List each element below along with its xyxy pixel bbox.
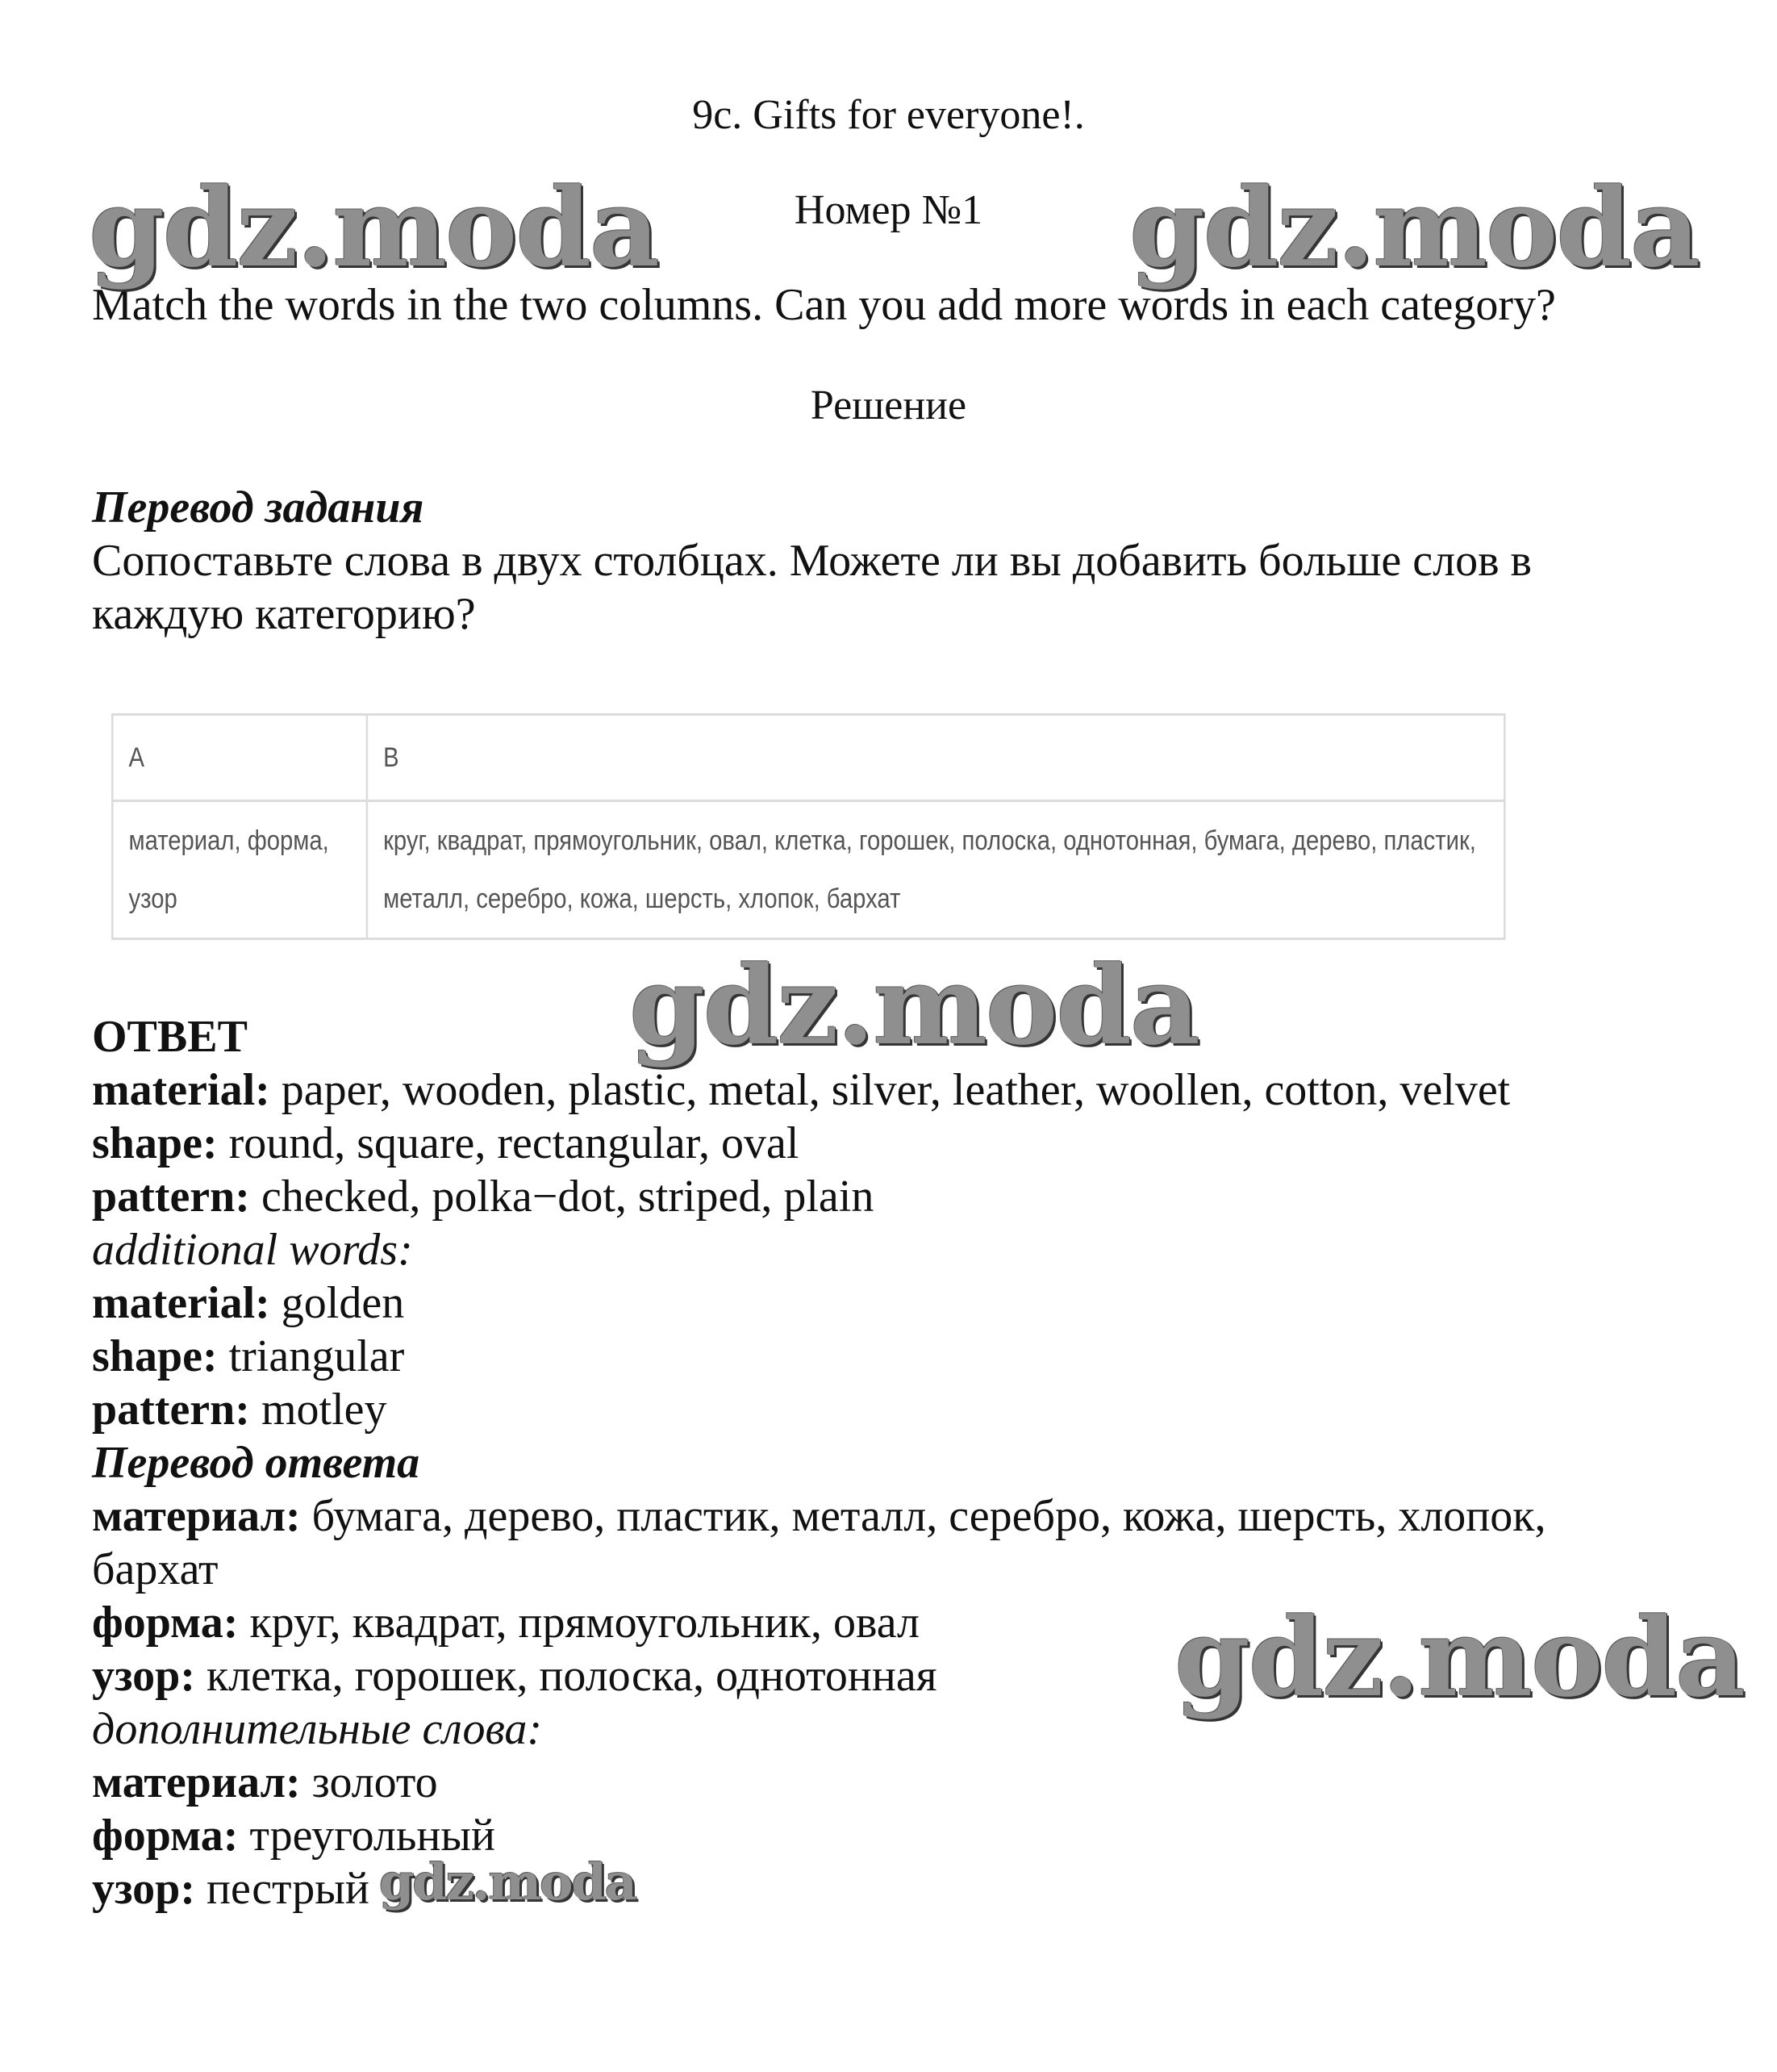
answer-add-shape-label: shape: — [92, 1331, 218, 1381]
tr-add-pattern-value: пестрый — [194, 1864, 369, 1914]
answer-shape-label: shape: — [92, 1118, 218, 1168]
answer-shape — [92, 1117, 799, 1170]
watermark-logo: gdz.moda — [379, 1853, 636, 1911]
watermark-logo: gdz.moda — [629, 942, 1199, 1069]
answer-add-shape — [92, 1330, 404, 1383]
answer-shape-value: round, square, rectangular, oval — [217, 1118, 799, 1168]
task-text: Match the words in the two columns. Can you add more words in each category? — [92, 280, 1556, 330]
watermark-logo: gdz.moda — [1129, 164, 1699, 291]
tr-add-shape-label: форма: — [92, 1811, 239, 1861]
tr-add-material-value: золото — [300, 1757, 438, 1807]
tr-material-label: материал: — [92, 1491, 301, 1541]
table-header-b: B — [367, 715, 1504, 801]
answer-additional-label: additional words: — [92, 1225, 413, 1275]
translation-line-1: Сопоставьте слова в двух столбцах. Можете ли вы добавить больше слов в — [92, 536, 1532, 586]
page-title: 9c. Gifts for everyone!. — [692, 92, 1085, 138]
tr-shape-value: круг, квадрат, прямоугольник, овал — [238, 1598, 920, 1648]
task-number: Номер №1 — [794, 187, 983, 233]
table-header-row — [112, 715, 1504, 801]
tr-add-pattern — [92, 1862, 369, 1915]
table-cell-a: материал, форма, узор — [112, 801, 367, 939]
answer-pattern-value: checked, polka−dot, striped, plain — [249, 1172, 874, 1222]
table-header-a: A — [112, 715, 367, 801]
tr-add-material-label: материал: — [92, 1757, 301, 1807]
translation-line-2: каждую категорию? — [92, 589, 476, 639]
table-row — [112, 801, 1504, 939]
answer-material — [92, 1063, 1510, 1117]
tr-pattern — [92, 1649, 936, 1702]
watermark-logo: gdz.moda — [1174, 1594, 1744, 1721]
answer-add-pattern-value: motley — [249, 1385, 387, 1435]
answer-translation-heading: Перевод ответа — [92, 1438, 420, 1488]
match-table — [111, 713, 1506, 940]
answer-add-shape-value: triangular — [217, 1331, 405, 1381]
tr-material-value: бумага, дерево, пластик, металл, серебро, кожа, шерсть, хлопок, — [300, 1491, 1546, 1541]
answer-material-label: material: — [92, 1065, 270, 1115]
answer-add-pattern-label: pattern: — [92, 1385, 250, 1435]
tr-shape — [92, 1596, 920, 1649]
tr-material-line-2: бархат — [92, 1544, 219, 1594]
tr-add-shape-value: треугольный — [238, 1811, 495, 1861]
answer-add-pattern — [92, 1383, 386, 1436]
tr-add-pattern-label: узор: — [92, 1864, 195, 1914]
answer-pattern-label: pattern: — [92, 1172, 250, 1222]
table-cell-b: круг, квадрат, прямоугольник, овал, клетка, горошек, полоска, однотонная, бумага, дерево, пластик, металл, серебро, кожа, шерсть, хлопок, бархат — [367, 801, 1504, 939]
answer-heading: ОТВЕТ — [92, 1012, 248, 1062]
answer-material-value: paper, wooden, plastic, metal, silver, leather, woollen, cotton, velvet — [269, 1065, 1511, 1115]
tr-pattern-label: узор: — [92, 1651, 195, 1701]
answer-add-material-value: golden — [269, 1278, 405, 1328]
tr-material — [92, 1489, 1545, 1543]
tr-add-material — [92, 1756, 438, 1809]
tr-additional-label: дополнительные слова: — [92, 1704, 543, 1754]
translation-heading: Перевод задания — [92, 482, 424, 533]
answer-add-material-label: material: — [92, 1278, 270, 1328]
tr-shape-label: форма: — [92, 1598, 239, 1648]
solution-label: Решение — [810, 382, 967, 428]
watermark-logo: gdz.moda — [89, 164, 658, 291]
tr-pattern-value: клетка, горошек, полоска, однотонная — [194, 1651, 937, 1701]
answer-add-material — [92, 1276, 404, 1330]
answer-pattern — [92, 1170, 874, 1223]
